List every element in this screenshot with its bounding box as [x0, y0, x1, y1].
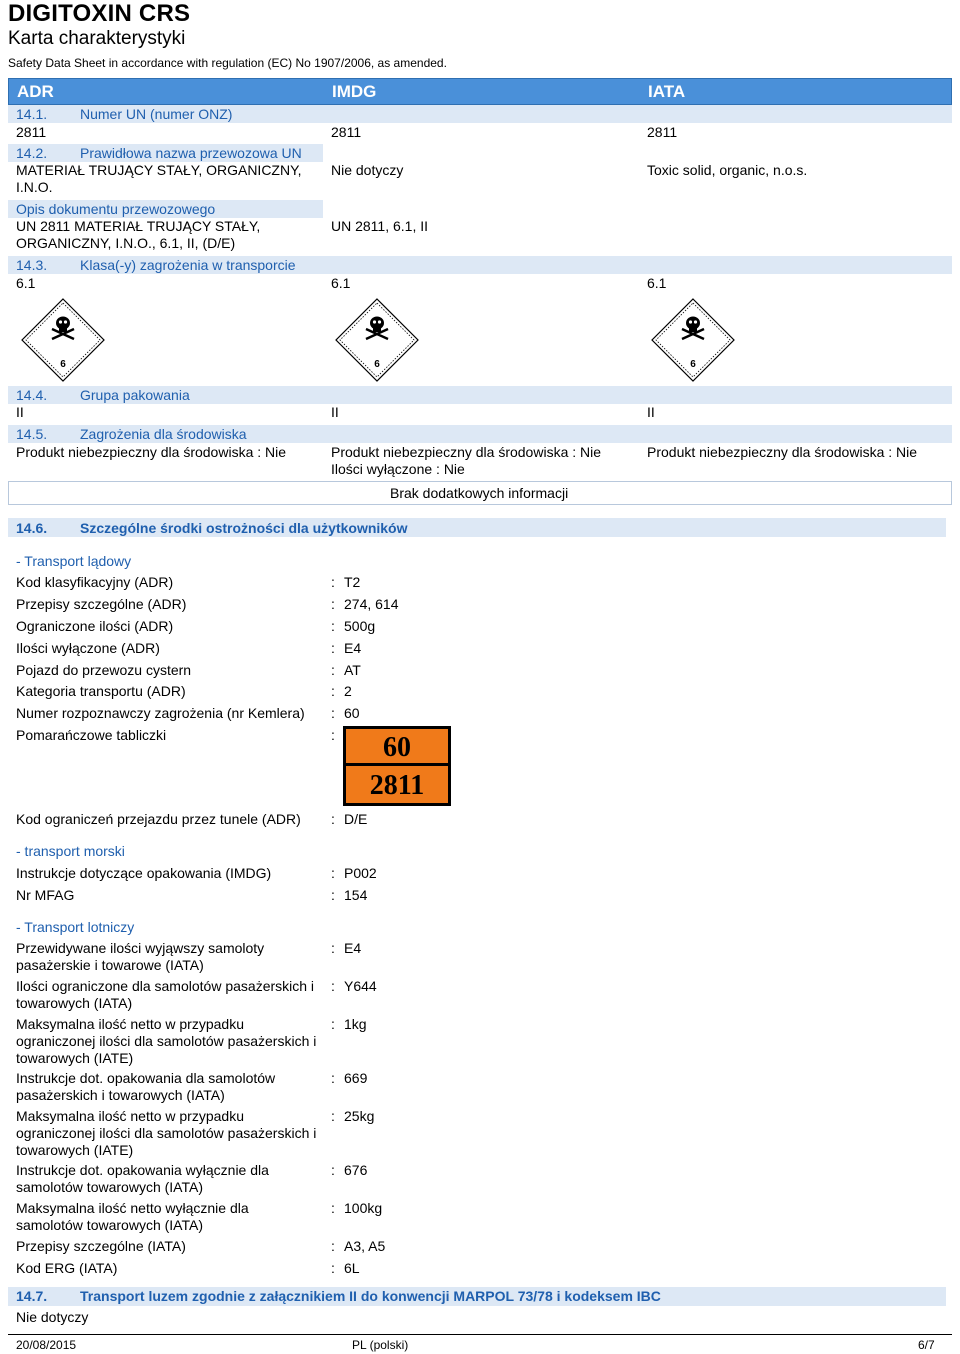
row-label — [16, 940, 322, 974]
row-colon: : — [331, 618, 335, 634]
row-label: Przepisy szczególne (ADR) — [16, 596, 187, 612]
row-colon: : — [331, 1260, 335, 1276]
toxic-placard-icon — [334, 297, 420, 383]
un-number-iata: 2811 — [647, 124, 678, 140]
additional-info-text: Brak dodatkowych informacji — [390, 485, 569, 501]
row-value: E4 — [344, 940, 362, 956]
section-title: Grupa pakowania — [80, 387, 190, 403]
orange-plate — [343, 726, 451, 806]
row-value: 1kg — [344, 1016, 367, 1032]
row-label — [16, 1238, 322, 1255]
row-colon: : — [331, 1200, 335, 1216]
row-label-line: towarowych (IATE) — [16, 1050, 134, 1066]
row-value: AT — [344, 662, 361, 678]
row-value: E4 — [344, 640, 362, 656]
row-colon: : — [331, 683, 335, 699]
row-colon: : — [331, 574, 335, 590]
section-number: 14.5. — [16, 426, 48, 442]
row-label — [16, 1162, 322, 1196]
row-colon: : — [331, 978, 335, 994]
column-iata: IATA — [648, 82, 686, 101]
env-hazard-imdg-line2: Ilości wyłączone : Nie — [331, 461, 465, 477]
hazard-class-imdg: 6.1 — [331, 275, 351, 291]
row-label-line: Przewidywane ilości wyjąwszy samoloty — [16, 940, 265, 956]
row-label-line: Instrukcje dot. opakowania wyłącznie dla — [16, 1162, 269, 1178]
toxic-placard-icon — [650, 297, 736, 383]
row-value: 154 — [344, 887, 368, 903]
row-colon: : — [331, 1016, 335, 1032]
skull-crossbones-icon — [334, 297, 420, 383]
env-hazard-adr: Produkt niebezpieczny dla środowiska : Nie — [16, 444, 287, 460]
proper-name-adr-line1: MATERIAŁ TRUJĄCY STAŁY, ORGANICZNY, — [16, 162, 302, 178]
env-hazard-imdg-line1: Produkt niebezpieczny dla środowiska : Nie — [331, 444, 602, 460]
row-label: Pojazd do przewozu cystern — [16, 662, 192, 678]
row-colon: : — [331, 596, 335, 612]
air-transport-title: - Transport lotniczy — [16, 919, 135, 935]
proper-name-iata: Toxic solid, organic, n.o.s. — [647, 162, 808, 178]
row-value: 500g — [344, 618, 376, 634]
hazard-class-iata: 6.1 — [647, 275, 667, 291]
row-colon: : — [331, 705, 335, 721]
doc-desc-header — [8, 200, 323, 218]
product-title: DIGITOXIN CRS — [8, 0, 191, 27]
row-value: 676 — [344, 1162, 368, 1178]
doc-desc-imdg: UN 2811, 6.1, II — [331, 218, 429, 234]
footer-page: 6/7 — [918, 1338, 935, 1352]
table-header-row — [8, 78, 952, 105]
transport-table — [8, 78, 952, 502]
doc-desc-adr-line1: UN 2811 MATERIAŁ TRUJĄCY STAŁY, — [16, 218, 261, 234]
row-colon: : — [331, 727, 335, 743]
row-value: Y644 — [344, 978, 377, 994]
row-value: 669 — [344, 1070, 368, 1086]
row-value: 2 — [344, 683, 352, 699]
row-label-line: towarowych (IATE) — [16, 1142, 134, 1158]
section-14-5-header — [8, 425, 952, 443]
row-label — [16, 1260, 322, 1277]
land-transport-title: - Transport lądowy — [16, 553, 132, 569]
section-title: Prawidłowa nazwa przewozowa UN — [80, 145, 302, 161]
section-14-7-header — [8, 1287, 946, 1306]
row-colon: : — [331, 1238, 335, 1254]
row-label-line: Kod ERG (IATA) — [16, 1260, 118, 1276]
section-14-4-header — [8, 386, 952, 404]
row-label: Numer rozpoznawczy zagrożenia (nr Kemlera) — [16, 705, 305, 721]
row-colon: : — [331, 1108, 335, 1124]
section-number: 14.1. — [16, 106, 48, 122]
row-value: 274, 614 — [344, 596, 399, 612]
section-title: Klasa(-y) zagrożenia w transporcie — [80, 257, 296, 273]
row-label-line: samolotów towarowych (IATA) — [16, 1179, 203, 1195]
row-colon: : — [331, 1162, 335, 1178]
row-label: Ograniczone ilości (ADR) — [16, 618, 174, 634]
row-label — [16, 1200, 322, 1234]
row-label-line: ograniczonej ilości dla samolotów pasażerskich i — [16, 1033, 317, 1049]
row-label-line: Maksymalna ilość netto w przypadku — [16, 1016, 244, 1032]
row-label-line: pasażerskie i towarowe (IATA) — [16, 957, 204, 973]
row-colon: : — [331, 887, 335, 903]
proper-name-adr-line2: I.N.O. — [16, 179, 53, 195]
skull-crossbones-icon — [20, 297, 106, 383]
row-colon: : — [331, 940, 335, 956]
row-label-line: ograniczonej ilości dla samolotów pasażerskich i — [16, 1125, 317, 1141]
row-label: Pomarańczowe tabliczki — [16, 727, 167, 743]
section-14-2-header — [8, 144, 323, 162]
footer-divider — [8, 1334, 952, 1335]
section-number: 14.2. — [16, 145, 48, 161]
column-imdg: IMDG — [332, 82, 377, 101]
row-label-line: Instrukcje dot. opakowania dla samolotów — [16, 1070, 276, 1086]
section-number: 14.3. — [16, 257, 48, 273]
footer-date: 20/08/2015 — [16, 1338, 77, 1352]
row-value: T2 — [344, 574, 361, 590]
row-colon: : — [331, 811, 335, 827]
document-type: Karta charakterystyki — [8, 28, 186, 49]
row-colon: : — [331, 640, 335, 656]
row-value: D/E — [344, 811, 368, 827]
section-number: 14.7. — [16, 1288, 48, 1304]
section-14-1-header — [8, 105, 952, 123]
row-label-line: pasażerskich i towarowych (IATA) — [16, 1087, 225, 1103]
row-value: 100kg — [344, 1200, 383, 1216]
section-14-6-header — [8, 518, 946, 537]
footer-language: PL (polski) — [352, 1338, 409, 1352]
packing-group-iata: II — [647, 404, 655, 420]
row-label — [16, 978, 322, 1012]
section-title: Numer UN (numer ONZ) — [80, 106, 233, 122]
row-label — [16, 1070, 322, 1104]
row-colon: : — [331, 662, 335, 678]
placard-number: 6 — [60, 359, 66, 370]
row-colon: : — [331, 1070, 335, 1086]
row-label: Kategoria transportu (ADR) — [16, 683, 186, 699]
row-label: Nr MFAG — [16, 887, 75, 903]
section-number: 14.6. — [16, 520, 48, 536]
row-label: Kod ograniczeń przejazdu przez tunele (ADR) — [16, 811, 301, 827]
row-value: A3, A5 — [344, 1238, 386, 1254]
additional-info-box — [8, 481, 952, 505]
toxic-placard-icon — [20, 297, 106, 383]
packing-group-imdg: II — [331, 404, 339, 420]
orange-plate-un-number: 2811 — [369, 770, 425, 801]
row-label: Instrukcje dotyczące opakowania (IMDG) — [16, 865, 272, 881]
doc-desc-title: Opis dokumentu przewozowego — [16, 201, 216, 217]
row-label-line: Ilości ograniczone dla samolotów pasażerskich i — [16, 978, 315, 994]
row-label — [16, 1108, 322, 1159]
row-label: Ilości wyłączone (ADR) — [16, 640, 160, 656]
section-number: 14.4. — [16, 387, 48, 403]
row-value: 6L — [344, 1260, 360, 1276]
hazard-class-adr: 6.1 — [16, 275, 36, 291]
doc-desc-adr-line2: ORGANICZNY, I.N.O., 6.1, II, (D/E) — [16, 235, 236, 251]
row-value: 25kg — [344, 1108, 375, 1124]
row-colon: : — [331, 865, 335, 881]
sea-transport-title: - transport morski — [16, 843, 125, 859]
row-label — [16, 1016, 322, 1067]
row-label-line: Przepisy szczególne (IATA) — [16, 1238, 186, 1254]
orange-plate-hazard-id: 60 — [346, 729, 448, 766]
row-value: P002 — [344, 865, 377, 881]
packing-group-adr: II — [16, 404, 24, 420]
section-title: Transport luzem zgodnie z załącznikiem II do konwencji MARPOL 73/78 i kodeksem IBC — [80, 1288, 661, 1304]
placard-number: 6 — [690, 359, 696, 370]
placard-number: 6 — [374, 359, 380, 370]
section-title: Szczególne środki ostrożności dla użytkowników — [80, 520, 408, 536]
marpol-value: Nie dotyczy — [16, 1309, 89, 1325]
un-number-imdg: 2811 — [331, 124, 362, 140]
skull-crossbones-icon — [650, 297, 736, 383]
row-label-line: towarowych (IATA) — [16, 995, 133, 1011]
row-value: 60 — [344, 705, 360, 721]
proper-name-imdg: Nie dotyczy — [331, 162, 404, 178]
row-label: Kod klasyfikacyjny (ADR) — [16, 574, 174, 590]
section-title: Zagrożenia dla środowiska — [80, 426, 247, 442]
regulation-note: Safety Data Sheet in accordance with regulation (EC) No 1907/2006, as amended. — [8, 56, 447, 70]
row-label-line: Maksymalna ilość netto w przypadku — [16, 1108, 244, 1124]
section-14-3-header — [8, 256, 952, 274]
row-label-line: Maksymalna ilość netto wyłącznie dla — [16, 1200, 249, 1216]
row-label-line: samolotów towarowych (IATA) — [16, 1217, 203, 1233]
column-adr: ADR — [17, 82, 54, 101]
un-number-adr: 2811 — [16, 124, 47, 140]
env-hazard-iata: Produkt niebezpieczny dla środowiska : Nie — [647, 444, 918, 460]
